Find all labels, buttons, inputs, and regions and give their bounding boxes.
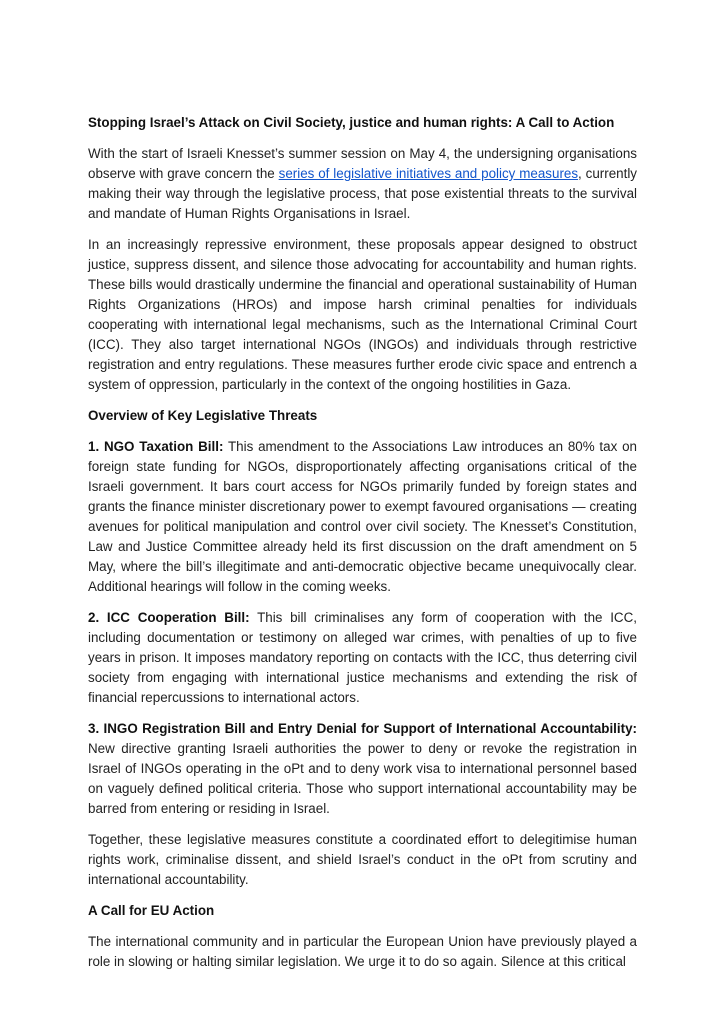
- document-title: Stopping Israel’s Attack on Civil Society, justice and human rights: A Call to Action: [88, 115, 615, 130]
- eu-action-heading: A Call for EU Action: [88, 903, 215, 918]
- threat-item-text: New directive granting Israeli authorities the power to deny or revoke the registration in Israel of INGOs operating in the oPt and to deny work visa to international personnel based on vaguely defined political criteria. Those who support international accountability may be barred from entering or residing in Israel.: [88, 741, 637, 816]
- threat-item-text: This amendment to the Associations Law introduces an 80% tax on foreign state funding for NGOs, disproportionately affecting organisations critical of the Israeli government. It bars court access for NGOs primarily funded by foreign states and grants the finance minister discretionary power to exempt favoured organisations — creating avenues for political manipulation and control over civil society. The Knesset’s Constitution, Law and Justice Committee already held its first discussion on the draft amendment on 5 May, where the bill’s illegitimate and anti-democratic objective became unequivocally clear. Additional hearings will follow in the coming weeks.: [88, 439, 637, 594]
- context-paragraph: In an increasingly repressive environment, these proposals appear designed to obstruct justice, suppress dissent, and silence those advocating for accountability and human rights. These bills would drastically undermine the financial and operational sustainability of Human Rights Organizations (HROs) and impose harsh criminal penalties for individuals cooperating with international legal mechanisms, such as the International Criminal Court (ICC). They also target international NGOs (INGOs) and individuals through restrictive registration and entry regulations. These measures further erode civic space and entrench a system of oppression, particularly in the context of the ongoing hostilities in Gaza.: [88, 237, 637, 392]
- eu-action-paragraph: The international community and in particular the European Union have previously played a role in slowing or halting similar legislation. We urge it to do so again. Silence at this critical: [88, 934, 637, 969]
- legislative-initiatives-link[interactable]: series of legislative initiatives and policy measures: [278, 166, 579, 181]
- threat-item-lead: 3. INGO Registration Bill and Entry Denial for Support of International Accountability:: [88, 721, 637, 736]
- threat-item-ingo-registration: [88, 719, 637, 819]
- threat-item-icc-cooperation: [88, 608, 637, 708]
- together-paragraph: Together, these legislative measures constitute a coordinated effort to delegitimise human rights work, criminalise dissent, and shield Israel’s conduct in the oPt from scrutiny and international accountability.: [88, 832, 637, 887]
- intro-paragraph: [88, 144, 637, 224]
- intro-text-before: With the start of Israeli Knesset’s summer session on May 4, the undersigning organisations observe with grave concern the: [88, 146, 637, 181]
- threat-item-lead: 2. ICC Cooperation Bill:: [88, 610, 250, 625]
- threat-item-ngo-taxation: [88, 437, 637, 597]
- threat-item-lead: 1. NGO Taxation Bill:: [88, 439, 224, 454]
- threat-item-text: This bill criminalises any form of cooperation with the ICC, including documentation or testimony on alleged war crimes, with penalties of up to five years in prison. It imposes mandatory reporting on contacts with the ICC, thus deterring civil society from engaging with international justice mechanisms and extending the risk of financial repercussions to international actors.: [88, 610, 637, 705]
- intro-text-after: , currently making their way through the legislative process, that pose existential threats to the survival and mandate of Human Rights Organisations in Israel.: [88, 166, 637, 221]
- overview-heading: Overview of Key Legislative Threats: [88, 408, 318, 423]
